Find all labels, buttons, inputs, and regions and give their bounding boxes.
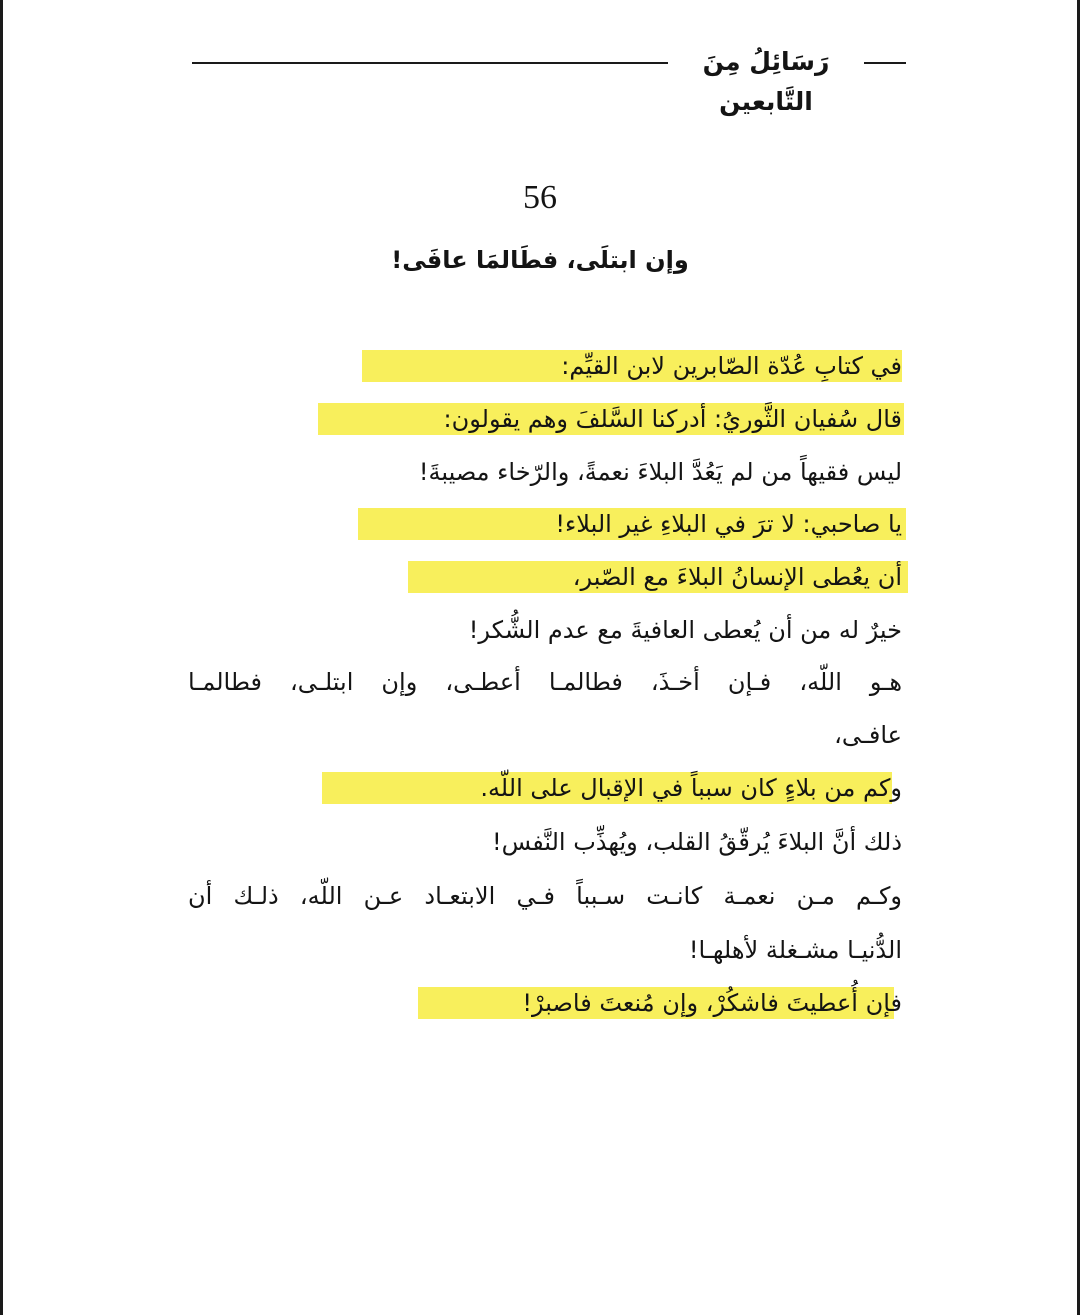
text-line: يا صاحبي: لا ترَ في البلاءِ غير البلاء!	[555, 510, 902, 538]
text-line: خيرٌ له من أن يُعطى العافيةَ مع عدم الشُّكر!	[468, 616, 902, 644]
text-line: فإن أُعطيتَ فاشكُرْ، وإن مُنعتَ فاصبرْ!	[522, 989, 902, 1017]
text-line: قال سُفيان الثَّوريُ: أدركنا السَّلفَ وهم يقولون:	[443, 405, 902, 433]
header-rule-short	[864, 62, 906, 64]
text-line: هـو اللّه، فـإن أخـذَ، فطالمـا أعطـى، وإن ابتلـى، فطالمـا	[188, 668, 902, 696]
text-line: في كتابِ عُدّة الصّابرين لابن القيِّم:	[561, 352, 902, 380]
running-header-title: رَسَائِلُ مِنَ التَّابعين	[702, 47, 830, 116]
header-rule	[192, 62, 668, 64]
text-line: الدُّنيـا مشـغلة لأهلهـا!	[688, 936, 902, 964]
text-line: ليس فقيهاً من لم يَعُدَّ البلاءَ نعمةً، والرّخاء مصيبةَ!	[418, 458, 902, 486]
text-line: ذلك أنَّ البلاءَ يُرقّقُ القلب، ويُهذِّب النَّفس!	[491, 828, 902, 856]
page-number: 56	[523, 179, 557, 216]
chapter-title: وإن ابتلَى، فطَالمَا عافَى!	[391, 246, 689, 274]
text-line: أن يعُطى الإنسانُ البلاءَ مع الصّبر،	[572, 563, 902, 591]
text-line: وكـم مـن نعمـة كانـت سـبباً فـي الابتعـاد عـن اللّه، ذلـك أن	[188, 882, 902, 910]
text-line: وكم من بلاءٍ كان سبباً في الإقبال على اللّه.	[480, 774, 902, 802]
text-line: عافـى،	[834, 721, 902, 749]
